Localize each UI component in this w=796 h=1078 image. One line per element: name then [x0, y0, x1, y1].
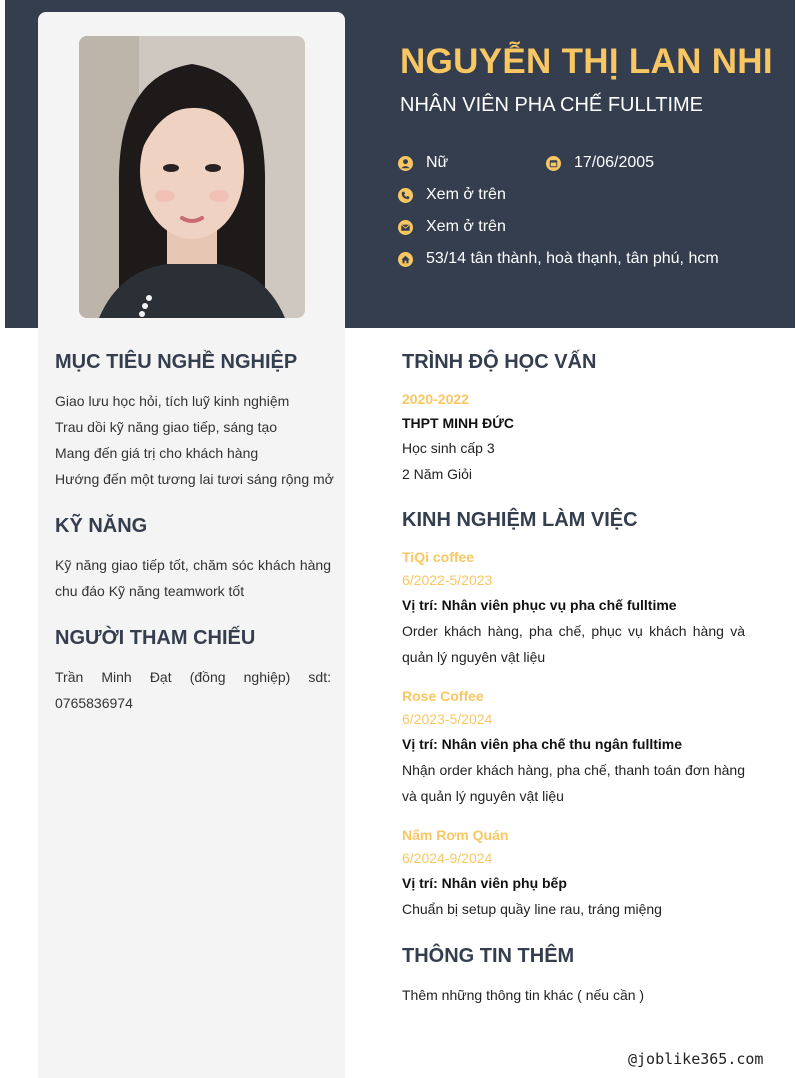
- mail-icon: [398, 220, 413, 235]
- job-role: Vị trí: Nhân viên phục vụ pha chế fulltime: [402, 597, 677, 613]
- job-company: Rose Coffee: [402, 688, 484, 704]
- job-description: Order khách hàng, pha chế, phục vụ khách hàng và quản lý nguyên vật liệu: [402, 623, 745, 665]
- gender-row: [398, 154, 448, 172]
- school-name: THPT MINH ĐỨC: [402, 415, 514, 431]
- home-icon: [398, 252, 413, 267]
- objective-line: Mang đến giá trị cho khách hàng: [55, 445, 259, 461]
- job-description: Nhận order khách hàng, pha chế, thanh toán đơn hàng và quản lý nguyên vật liệu: [402, 762, 745, 804]
- birthdate-row: [546, 154, 654, 172]
- objective-list: [55, 388, 334, 492]
- extra-text: Thêm những thông tin khác ( nếu cần ): [402, 987, 645, 1003]
- objective-line: Trau dồi kỹ năng giao tiếp, sáng tạo: [55, 419, 278, 435]
- address-row: [398, 250, 719, 268]
- job-company: TiQi coffee: [402, 549, 475, 565]
- job-dates: 6/2022-5/2023: [402, 572, 493, 588]
- education-title: TRÌNH ĐỘ HỌC VẤN: [402, 351, 597, 373]
- email-row: [398, 218, 506, 236]
- job-dates: 6/2024-9/2024: [402, 850, 493, 866]
- person-icon: [398, 156, 413, 171]
- reference-title: NGƯỜI THAM CHIẾU: [55, 627, 256, 649]
- job-role: Vị trí: Nhân viên phụ bếp: [402, 875, 567, 891]
- objective-line: Hướng đến một tương lai tươi sáng rộng mở: [55, 471, 334, 487]
- job-description: Chuẩn bị setup quầy line rau, tráng miệng: [402, 901, 662, 917]
- phone-row: [398, 186, 506, 204]
- job-dates: 6/2023-5/2024: [402, 711, 493, 727]
- education-line: Học sinh cấp 3: [402, 440, 495, 456]
- reference-text: Trần Minh Đạt (đồng nghiệp) sdt: 0765836974: [55, 669, 331, 711]
- extra-title: THÔNG TIN THÊM: [402, 945, 575, 967]
- email-value: Xem ở trên: [426, 218, 506, 235]
- skills-text: Kỹ năng giao tiếp tốt, chăm sóc khách hàng chu đáo Kỹ năng teamwork tốt: [55, 557, 331, 599]
- address-value: 53/14 tân thành, hoà thạnh, tân phú, hcm: [426, 250, 719, 267]
- objective-line: Giao lưu học hỏi, tích luỹ kinh nghiệm: [55, 393, 290, 409]
- education-line: 2 Năm Giỏi: [402, 466, 473, 482]
- candidate-position: NHÂN VIÊN PHA CHẾ FULLTIME: [400, 94, 704, 116]
- phone-value: Xem ở trên: [426, 186, 506, 203]
- phone-icon: [398, 188, 413, 203]
- experience-title: KINH NGHIỆM LÀM VIỆC: [402, 509, 638, 531]
- candidate-name: NGUYỄN THỊ LAN NHI: [400, 42, 773, 81]
- gender-value: Nữ: [426, 154, 449, 171]
- calendar-icon: [546, 156, 561, 171]
- job-company: Nấm Rơm Quán: [402, 827, 509, 843]
- objective-title: MỤC TIÊU NGHỀ NGHIỆP: [55, 351, 298, 373]
- skills-title: KỸ NĂNG: [55, 515, 148, 537]
- job-role: Vị trí: Nhân viên pha chế thu ngân fulltime: [402, 736, 683, 752]
- birthdate-value: 17/06/2005: [574, 154, 655, 171]
- profile-photo: [79, 36, 305, 318]
- watermark: @joblike365.com: [628, 1050, 764, 1068]
- education-period: 2020-2022: [402, 391, 469, 407]
